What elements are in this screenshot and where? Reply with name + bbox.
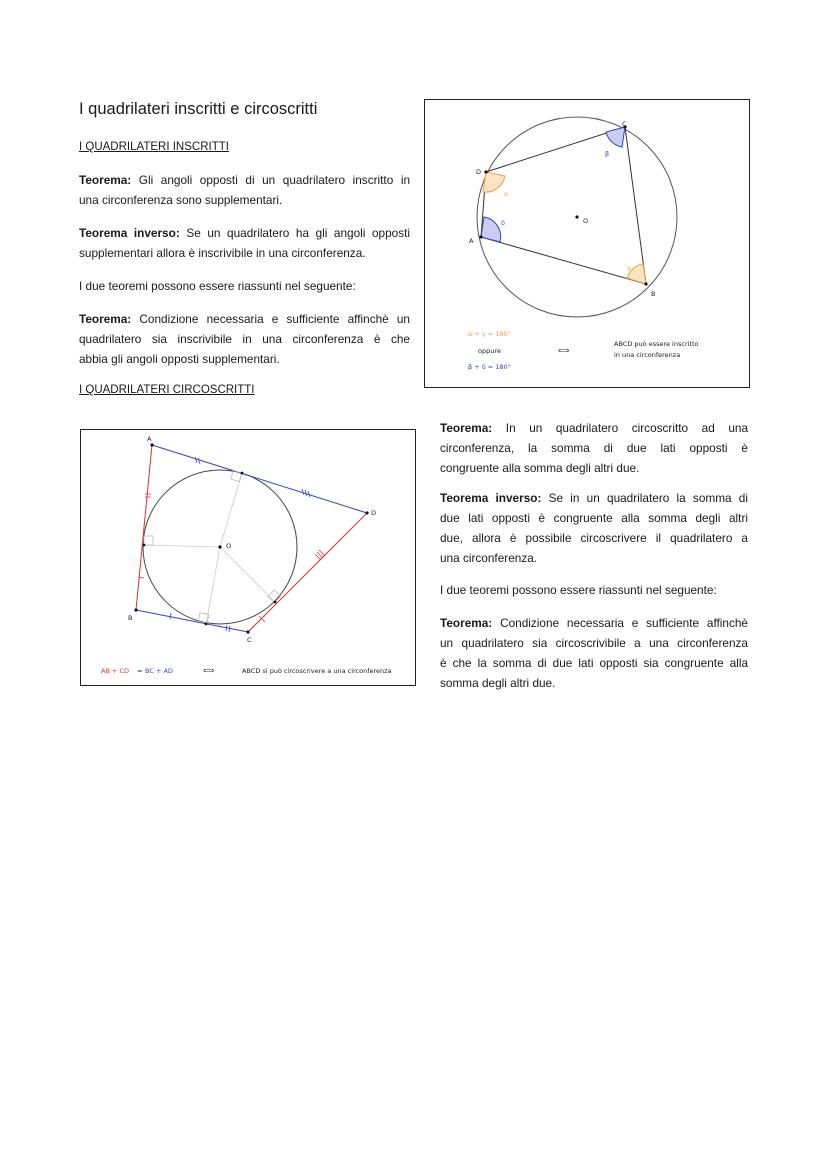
equivalence-arrow: ⟺ (203, 666, 215, 675)
inscribed-summary: I due teoremi possono essere riassunti nel seguente: (79, 279, 356, 293)
point-a (479, 235, 482, 238)
angle-alpha-arc (483, 172, 505, 192)
theorem-label: Teorema: (440, 421, 493, 435)
side-ab (136, 445, 152, 610)
theorem-line: congruente alla somma degli altri due. (440, 461, 640, 475)
label-d: D (476, 168, 482, 176)
circumscribed-heading: I QUADRILATERI CIRCOSCRITTI (79, 384, 255, 396)
condition-label: Teorema: (440, 616, 493, 630)
inverse-line: due lati opposti è congruente alla somma degli altri (440, 511, 748, 525)
point-c (246, 630, 249, 633)
radius (144, 545, 220, 547)
condition-line: Condizione necessaria e sufficiente affinchè (500, 616, 748, 630)
result-text: ABCD si può circoscrivere a una circonferenza (242, 667, 392, 675)
equivalence-arrow: ⟺ (558, 346, 570, 355)
radius (220, 473, 242, 547)
side-cd (248, 513, 367, 632)
inscribed-theorem (79, 170, 410, 210)
label-b: B (651, 290, 656, 298)
equation-blue-sides: BC + AD (145, 667, 173, 675)
point-o (575, 215, 578, 218)
side-bc (136, 610, 248, 632)
label-o: O (226, 542, 232, 550)
condition-line: è che la somma di due lati opposti sia congruente alla (440, 656, 748, 670)
condition-line: un quadrilatero sia circoscrivibile a una circonferenza (440, 636, 748, 650)
condition-line: Condizione necessaria e sufficiente affinchè un (139, 312, 410, 326)
tangent-point (143, 544, 146, 547)
label-a: A (147, 435, 152, 443)
inverse-line: Se un quadrilatero ha gli angoli opposti (186, 226, 411, 240)
tangent-point (241, 472, 244, 475)
inscribed-condition-theorem (79, 309, 410, 369)
result-line: ABCD può essere inscritto (614, 340, 699, 348)
label-o: O (583, 217, 589, 225)
equation-red-sides: AB + CD (101, 667, 130, 675)
tick-mark (145, 494, 151, 497)
tick-mark (315, 550, 325, 560)
label-c: C (622, 120, 627, 128)
tangent-point (274, 601, 277, 604)
tick-mark (195, 457, 200, 464)
inverse-line: supplementari allora è inscrivibile in una circonferenza. (79, 246, 366, 260)
point-b (644, 282, 647, 285)
tick-mark (259, 616, 265, 622)
point-o (218, 545, 221, 548)
condition-line: abbia gli angoli opposti supplementari. (79, 352, 280, 366)
label-c: C (247, 636, 252, 644)
tick-mark (170, 613, 171, 619)
inscribed-heading: I QUADRILATERI INSCRITTI (79, 141, 229, 153)
label-gamma: γ (627, 264, 631, 272)
oppure-text: oppure (478, 347, 501, 355)
label-b: B (128, 614, 133, 622)
circumscribed-summary: I due teoremi possono essere riassunti nel seguente: (440, 583, 717, 597)
radius (220, 547, 275, 602)
theorem-label: Teorema: (79, 173, 132, 187)
result-line: in una circonferenza (614, 351, 681, 359)
inverse-line: Se in un quadrilatero la somma di (548, 491, 748, 505)
label-alpha: α (504, 190, 509, 198)
inverse-label: Teorema inverso: (440, 491, 542, 505)
quadrilateral-abcd (481, 127, 646, 284)
label-beta: β (605, 150, 610, 158)
theorem-line: circonferenza, la somma di due lati opposti è (440, 441, 748, 455)
circumscribed-condition-theorem (440, 613, 748, 693)
point-d (484, 170, 487, 173)
tick-mark (302, 489, 310, 497)
radius (206, 547, 220, 624)
inscribed-inverse-theorem (79, 223, 410, 263)
inverse-line: una circonferenza. (440, 551, 538, 565)
angle-beta-arc (606, 127, 625, 147)
label-a: A (469, 237, 474, 245)
equation-equals: = (137, 667, 143, 675)
equation-beta-delta: β + δ = 180° (468, 363, 511, 371)
theorem-line: In un quadrilatero circoscritto ad una (505, 421, 749, 435)
theorem-line: una circonferenza sono supplementari. (79, 193, 283, 207)
point-d (365, 511, 368, 514)
label-delta: δ (501, 219, 505, 227)
equation-alpha-gamma: α + γ = 180° (468, 330, 511, 338)
label-d: D (371, 509, 377, 517)
right-angle-mark (144, 536, 153, 545)
inverse-label: Teorema inverso: (79, 226, 180, 240)
theorem-line: Gli angoli opposti di un quadrilatero inscritto in (138, 173, 411, 187)
inverse-line: due, allora è possibile circoscrivere il quadrilatero a (440, 531, 748, 545)
inscribed-quadrilateral-figure (424, 99, 750, 388)
circumscribed-inverse-theorem (440, 488, 748, 568)
circumscribed-theorem (440, 418, 748, 478)
condition-label: Teorema: (79, 312, 132, 326)
angle-delta-arc (481, 217, 501, 242)
point-b (134, 608, 137, 611)
point-a (150, 443, 153, 446)
condition-line: quadrilatero sia inscrivibile in una circonferenza è che (79, 332, 410, 346)
page-title: I quadrilateri inscritti e circoscritti (79, 100, 318, 118)
circumscribed-quadrilateral-figure (80, 429, 416, 686)
tangent-point (205, 623, 208, 626)
condition-line: somma degli altri due. (440, 676, 556, 690)
